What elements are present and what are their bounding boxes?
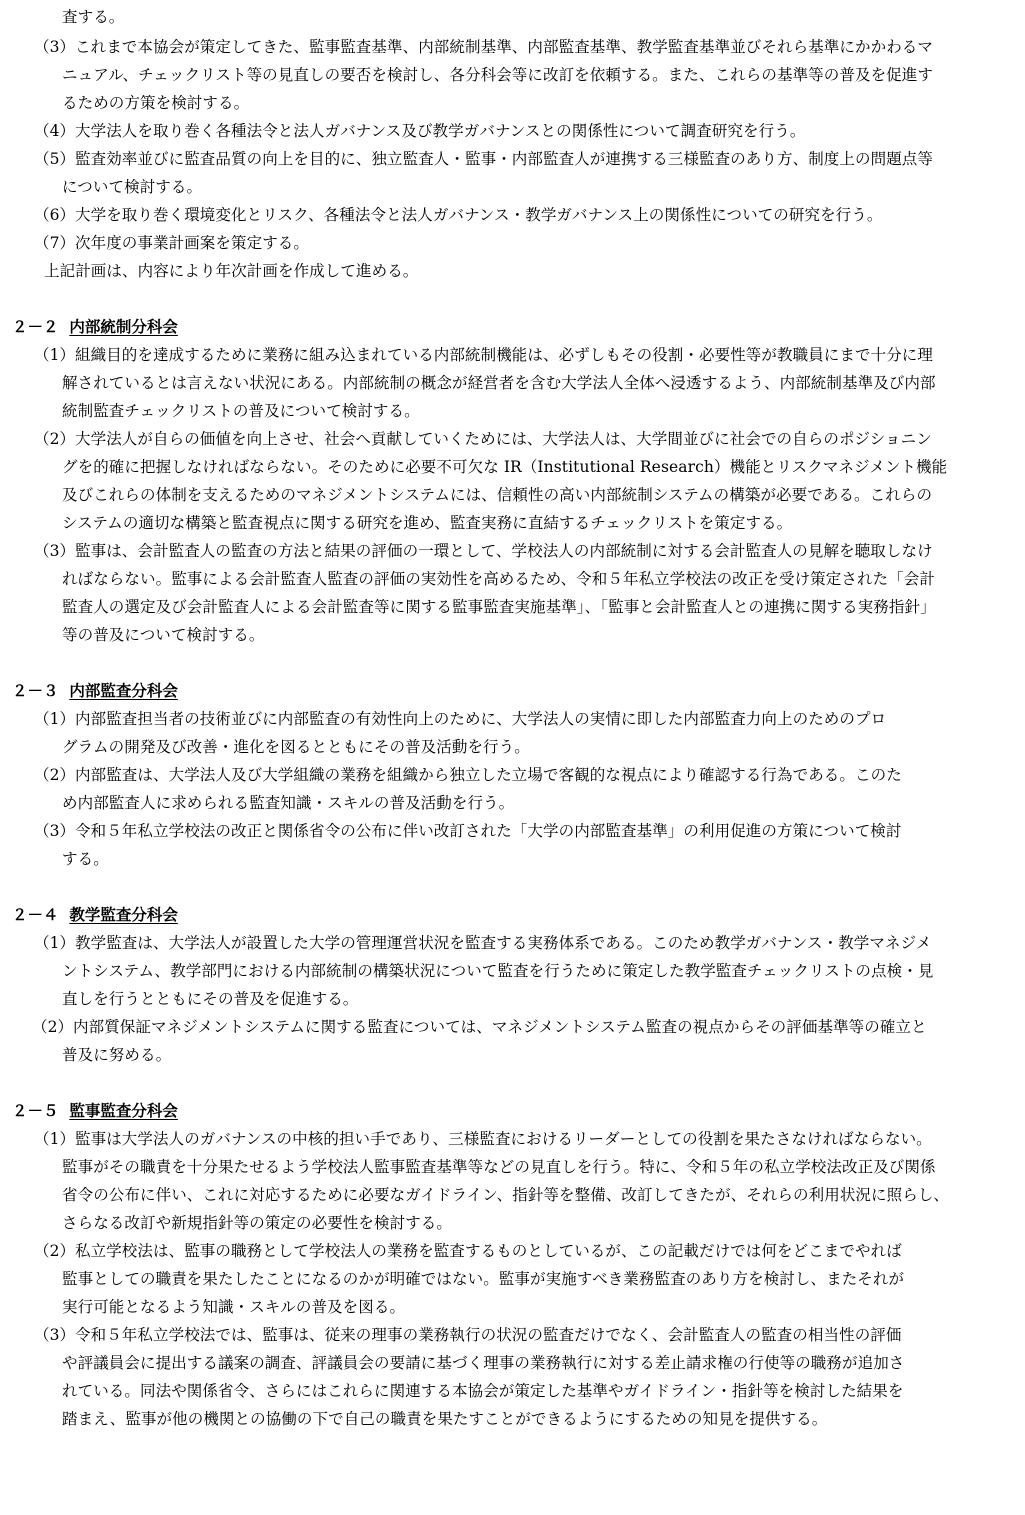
intro-item-4-number: （4） <box>34 122 76 140</box>
item-line: 内部監査は、大学法人及び大学組織の業務を組織から独立した立場で客観的な視点により確認する行為である。このた <box>75 766 902 784</box>
item-line: 私立学校法は、監事の職務として学校法人の業務を監査するものとしているが、この記載だけでは何をどこまでやれば <box>75 1242 902 1260</box>
item-line: 踏まえ、監事が他の機関との協働の下で自己の職責を果たすことができるようにするための知見を提供する。 <box>62 1410 828 1428</box>
item-number: （3） <box>34 542 76 560</box>
item-line: や評議員会に提出する議案の調査、評議員会の要請に基づく理事の業務執行に対する差止請求権の行使等の職務が追加さ <box>62 1354 905 1372</box>
intro-item-6-number: （6） <box>34 206 76 224</box>
item-line: 監事としての職責を果たしたことになるのかが明確ではない。監事が実施すべき業務監査のあり方を検討し、またそれが <box>62 1270 905 1288</box>
item-line: 監事は、会計監査人の監査の方法と結果の評価の一環として、学校法人の内部統制に対する会計監査人の見解を聴取しなけ <box>75 542 933 560</box>
item-number: （2） <box>34 1242 76 1260</box>
section-number: ２－２ <box>12 318 59 336</box>
item-line: 統制監査チェックリストの普及について検討する。 <box>62 402 420 420</box>
item-line: れている。同法や関係省令、さらにはこれらに関連する本協会が策定した基準やガイドライン・指針等を検討した結果を <box>62 1382 904 1400</box>
section-heading <box>12 1101 178 1121</box>
item-line: ればならない。監事による会計監査人監査の評価の実効性を高めるため、令和５年私立学校法の改正を受け策定された「会計 <box>62 570 935 588</box>
item-line: 令和５年私立学校法では、監事は、従来の理事の業務執行の状況の監査だけでなく、会計監査人の監査の相当性の評価 <box>75 1326 902 1344</box>
intro-item-7-line-1: 次年度の事業計画案を策定する。 <box>75 234 310 252</box>
item-number: （2） <box>34 766 76 784</box>
section-heading <box>12 317 178 337</box>
intro-continuation: 査する。 <box>62 8 125 26</box>
item-line: 令和５年私立学校法の改正と関係省令の公布に伴い改訂された「大学の内部監査基準」の利用促進の方策について検討 <box>75 822 902 840</box>
section-heading <box>12 681 178 701</box>
section-title: 教学監査分科会 <box>69 906 178 924</box>
item-line: 監査人の選定及び会計監査人による会計監査等に関する監事監査実施基準」、「監事と会計監査人との連携に関する実務指針」 <box>62 598 936 616</box>
item-number: （1） <box>34 346 76 364</box>
section-heading <box>12 905 178 925</box>
item-line: 及びこれらの体制を支えるためのマネジメントシステムには、信頼性の高い内部統制システムの構築が必要である。これらの <box>62 486 933 504</box>
item-line: 解されているとは言えない状況にある。内部統制の概念が経営者を含む大学法人全体へ浸透するよう、内部統制基準及び内部 <box>62 374 936 392</box>
item-number: （1） <box>34 710 76 728</box>
item-line: ントシステム、教学部門における内部統制の構築状況について監査を行うために策定した教学監査チェックリストの点検・見 <box>62 962 934 980</box>
item-line: 省令の公布に伴い、これに対応するために必要なガイドライン、指針等を整備、改訂してきたが、それらの利用状況に照らし、 <box>62 1186 950 1204</box>
item-line: する。 <box>62 850 109 868</box>
intro-item-7-number: （7） <box>34 234 76 252</box>
item-number: （1） <box>34 934 76 952</box>
intro-note: 上記計画は、内容により年次計画を作成して進める。 <box>44 262 419 280</box>
section-number: ２－３ <box>12 682 59 700</box>
section-number: ２－５ <box>12 1102 59 1120</box>
item-line: 等の普及について検討する。 <box>62 626 265 644</box>
intro-item-4-line-1: 大学法人を取り巻く各種法令と法人ガバナンス及び教学ガバナンスとの関係性について調査研究を行う。 <box>75 122 806 140</box>
intro-item-3-line-2: ニュアル、チェックリスト等の見直しの要否を検討し、各分科会等に改訂を依頼する。また、これらの基準等の普及を促進す <box>62 66 933 84</box>
item-line: 直しを行うとともにその普及を促進する。 <box>62 990 359 1008</box>
item-line: グラムの開発及び改善・進化を図るとともにその普及活動を行う。 <box>62 738 530 756</box>
item-line: 組織目的を達成するために業務に組み込まれている内部統制機能は、必ずしもその役割・必要性等が教職員にまで十分に理 <box>75 346 934 364</box>
item-line: 普及に努める。 <box>62 1046 172 1064</box>
item-line: 監事は大学法人のガバナンスの中核的担い手であり、三様監査におけるリーダーとしての役割を果たさなければならない。 <box>75 1130 932 1148</box>
intro-item-5-line-1: 監査効率並びに監査品質の向上を目的に、独立監査人・監事・内部監査人が連携する三様監査のあり方、制度上の問題点等 <box>75 150 934 168</box>
intro-item-5-number: （5） <box>34 150 76 168</box>
intro-item-6-line-1: 大学を取り巻く環境変化とリスク、各種法令と法人ガバナンス・教学ガバナンス上の関係性についての研究を行う。 <box>75 206 883 224</box>
item-line: 内部監査担当者の技術並びに内部監査の有効性向上のために、大学法人の実情に即した内部監査力向上のためのプロ <box>75 710 887 728</box>
item-line: 教学監査は、大学法人が設置した大学の管理運営状況を監査する実務体系である。このため教学ガバナンス・教学マネジメ <box>75 934 932 952</box>
section-title: 内部監査分科会 <box>69 682 178 700</box>
item-number: （3） <box>34 1326 76 1344</box>
item-number: （3） <box>34 822 76 840</box>
item-line: さらなる改訂や新規指針等の策定の必要性を検討する。 <box>62 1214 453 1232</box>
intro-item-5-line-2: について検討する。 <box>62 178 203 196</box>
item-line: 実行可能となるよう知識・スキルの普及を図る。 <box>62 1298 406 1316</box>
item-line: め内部監査人に求められる監査知識・スキルの普及活動を行う。 <box>62 794 515 812</box>
intro-item-3-line-1: これまで本協会が策定してきた、監事監査基準、内部統制基準、内部監査基準、教学監査基準並びそれら基準にかかわるマ <box>75 38 934 56</box>
item-line: グを的確に把握しなければならない。そのために必要不可欠な IR（Institutional Research）機能とリスクマネジメント機能 <box>62 458 948 476</box>
intro-item-3-line-3: るための方策を検討する。 <box>62 94 250 112</box>
item-line: システムの適切な構築と監査視点に関する研究を進め、監査実務に直結するチェックリストを策定する。 <box>62 514 793 532</box>
section-title: 内部統制分科会 <box>69 318 178 336</box>
item-number: （2） <box>32 1018 74 1036</box>
item-number: （1） <box>34 1130 76 1148</box>
item-number: （2） <box>34 430 76 448</box>
intro-item-3-number: （3） <box>34 38 76 56</box>
item-line: 大学法人が自らの価値を向上させ、社会へ貢献していくためには、大学法人は、大学間並びに社会での自らのポジショニン <box>75 430 932 448</box>
item-line: 内部質保証マネジメントシステムに関する監査については、マネジメントシステム監査の視点からその評価基準等の確立と <box>73 1018 927 1036</box>
section-number: ２－４ <box>12 906 59 924</box>
section-title: 監事監査分科会 <box>69 1102 178 1120</box>
item-line: 監事がその職責を十分果たせるよう学校法人監事監査基準等などの見直しを行う。特に、令和５年の私立学校法改正及び関係 <box>62 1158 936 1176</box>
